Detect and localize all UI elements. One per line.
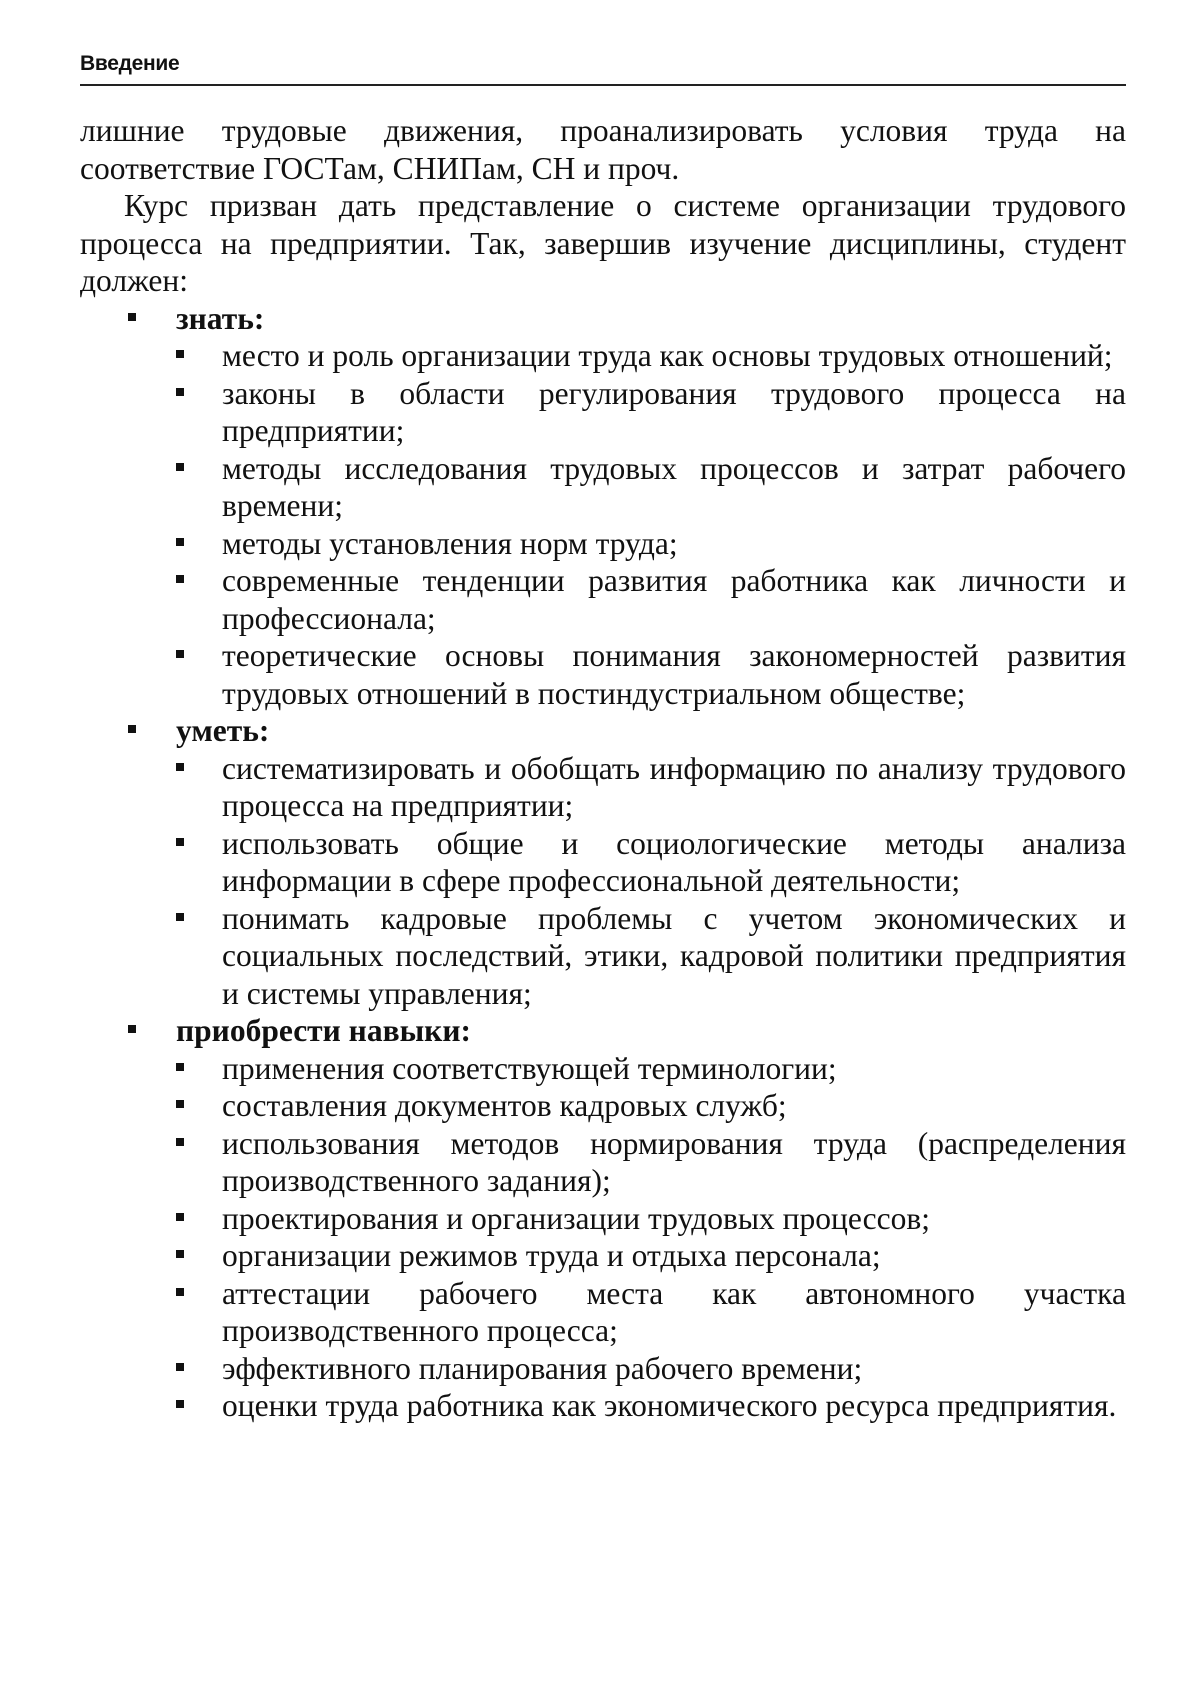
list-item-text: организации режимов труда и отдыха персонала;: [222, 1238, 881, 1273]
list-item: [176, 1087, 1126, 1125]
list-item: [176, 1387, 1126, 1425]
square-bullet-icon: [176, 388, 184, 396]
list-item-text: методы установления норм труда;: [222, 525, 678, 561]
square-bullet-icon: [176, 463, 184, 471]
continuation-paragraph: лишние трудовые движения, проанализировать условия труда на соответствие ГОСТам, СНИПам, СН и проч.: [80, 113, 1126, 186]
list-item: [176, 1125, 1126, 1200]
list-item-text: эффективного планирования рабочего времени;: [222, 1350, 863, 1386]
list-item: [176, 450, 1126, 525]
section-skills: [80, 1012, 1126, 1425]
section-know: [80, 300, 1126, 713]
square-bullet-icon: [128, 725, 136, 733]
list-item-text: проектирования и организации трудовых процессов;: [222, 1200, 930, 1236]
list-item: [176, 562, 1126, 637]
list-item: [176, 1275, 1126, 1350]
list-item-text: использовать общие и социологические методы анализа информации в сфере профессиональной деятельности;: [222, 825, 1126, 898]
list-item-text: понимать кадровые проблемы с учетом экономических и социальных последствий, этики, кадровой политики предприятия и системы управления;: [222, 900, 1126, 1011]
list-item: [176, 375, 1126, 450]
square-bullet-icon: [176, 1100, 184, 1108]
square-bullet-icon: [128, 313, 136, 321]
square-bullet-icon: [176, 538, 184, 546]
list-item-text: теоретические основы понимания закономерностей развития трудовых отношений в постиндустриальном обществе;: [222, 638, 1126, 711]
list-item-text: законы в области регулирования трудового процесса на предприятии;: [222, 375, 1126, 448]
section-can: [80, 712, 1126, 1012]
list-item-text: современные тенденции развития работника как личности и профессионала;: [222, 563, 1126, 636]
section-label: приобрести навыки:: [176, 1013, 471, 1048]
section-label: уметь:: [176, 713, 270, 748]
page-body: [80, 112, 1126, 1425]
square-bullet-icon: [128, 1025, 136, 1033]
list-item: [176, 337, 1126, 375]
sub-list: [176, 1050, 1126, 1425]
running-header: Введение: [80, 52, 180, 75]
list-item-text: аттестации рабочего места как автономного участка производственного процесса;: [222, 1275, 1126, 1348]
list-item-text: применения соответствующей терминологии;: [222, 1050, 837, 1086]
square-bullet-icon: [176, 1063, 184, 1071]
list-item-text: место и роль организации труда как основы трудовых отношений;: [222, 338, 1113, 373]
square-bullet-icon: [176, 350, 184, 358]
square-bullet-icon: [176, 838, 184, 846]
header-rule: [80, 84, 1126, 86]
square-bullet-icon: [176, 1400, 184, 1408]
list-item: [176, 1237, 1126, 1275]
square-bullet-icon: [176, 763, 184, 771]
list-item: [176, 1350, 1126, 1388]
section-label: знать:: [176, 300, 265, 336]
competency-list: [80, 300, 1126, 1425]
square-bullet-icon: [176, 1363, 184, 1371]
square-bullet-icon: [176, 1288, 184, 1296]
list-item: [176, 825, 1126, 900]
list-item: [176, 637, 1126, 712]
list-item: [176, 750, 1126, 825]
square-bullet-icon: [176, 1213, 184, 1221]
list-item-text: оценки труда работника как экономического ресурса предприятия.: [222, 1388, 1117, 1423]
square-bullet-icon: [176, 650, 184, 658]
square-bullet-icon: [176, 1250, 184, 1258]
list-item-text: использования методов нормирования труда (распределения производственного задания);: [222, 1125, 1126, 1198]
square-bullet-icon: [176, 1138, 184, 1146]
list-item-text: методы исследования трудовых процессов и затрат рабочего времени;: [222, 450, 1126, 523]
list-item-text: составления документов кадровых служб;: [222, 1088, 787, 1123]
list-item: [176, 1200, 1126, 1238]
list-item-text: систематизировать и обобщать информацию по анализу трудового процесса на предприятии;: [222, 750, 1126, 823]
list-item: [176, 900, 1126, 1013]
list-item: [176, 525, 1126, 563]
list-item: [176, 1050, 1126, 1088]
square-bullet-icon: [176, 913, 184, 921]
square-bullet-icon: [176, 575, 184, 583]
sub-list: [176, 337, 1126, 712]
sub-list: [176, 750, 1126, 1013]
intro-paragraph: Курс призван дать представление о системе организации трудового процесса на предприятии. Так, завершив изучение дисциплины, студент должен:: [80, 188, 1126, 298]
